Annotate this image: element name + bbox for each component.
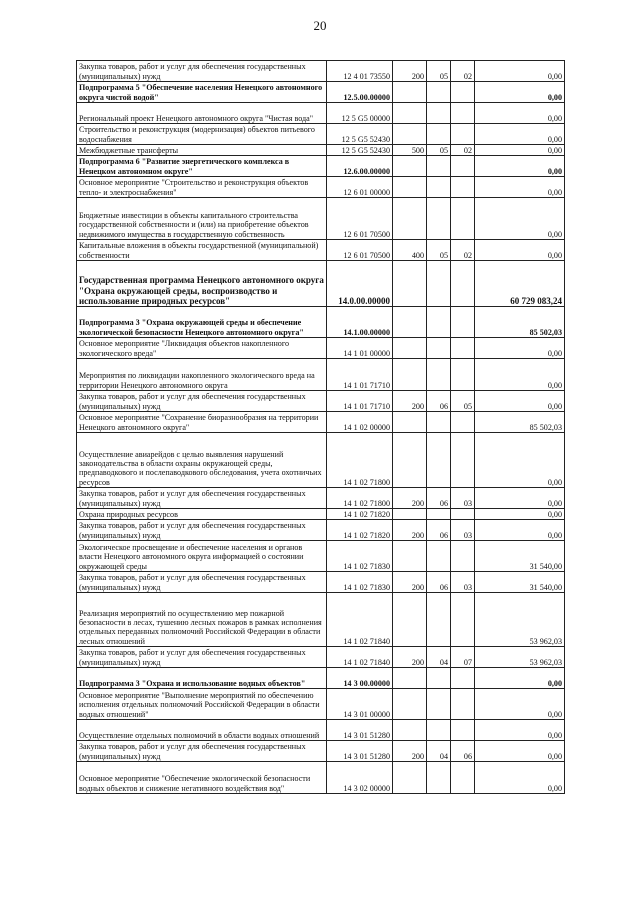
row-section bbox=[427, 433, 451, 488]
row-code: 14 1 02 71830 bbox=[327, 572, 393, 593]
row-amount: 0,00 bbox=[475, 124, 565, 145]
row-amount: 0,00 bbox=[475, 720, 565, 741]
row-amount: 0,00 bbox=[475, 668, 565, 689]
row-subsection bbox=[451, 338, 475, 359]
row-name: Строительство и реконструкция (модернизация) объектов питьевого водоснабжения bbox=[77, 124, 327, 145]
table-row bbox=[77, 762, 565, 794]
row-name: Закупка товаров, работ и услуг для обеспечения государственных (муниципальных) нужд bbox=[77, 391, 327, 412]
row-code: 14 3 01 00000 bbox=[327, 689, 393, 720]
row-code: 14 1 02 00000 bbox=[327, 412, 393, 433]
budget-table-body bbox=[77, 61, 565, 794]
row-name: Реализация мероприятий по осуществлению мер пожарной безопасности в лесах, тушению лесных пожаров в рамках исполнения отдельных переданных полномочий Российской Федерации в области лесных отношений bbox=[77, 593, 327, 647]
row-expense-type bbox=[393, 668, 427, 689]
row-name: Закупка товаров, работ и услуг для обеспечения государственных (муниципальных) нужд bbox=[77, 741, 327, 762]
table-row bbox=[77, 741, 565, 762]
row-section bbox=[427, 541, 451, 572]
table-row bbox=[77, 307, 565, 338]
row-subsection: 05 bbox=[451, 391, 475, 412]
table-row bbox=[77, 593, 565, 647]
row-subsection bbox=[451, 198, 475, 240]
row-expense-type bbox=[393, 177, 427, 198]
row-name: Региональный проект Ненецкого автономного округа "Чистая вода" bbox=[77, 103, 327, 124]
row-name: Осуществление отдельных полномочий в области водных отношений bbox=[77, 720, 327, 741]
row-code: 14 3 01 51280 bbox=[327, 741, 393, 762]
row-code: 14 1 02 71840 bbox=[327, 647, 393, 668]
row-code: 12 5 G5 52430 bbox=[327, 124, 393, 145]
row-expense-type bbox=[393, 762, 427, 794]
table-row bbox=[77, 61, 565, 82]
table-row bbox=[77, 338, 565, 359]
row-expense-type bbox=[393, 307, 427, 338]
row-expense-type bbox=[393, 593, 427, 647]
row-section: 04 bbox=[427, 741, 451, 762]
row-name: Основное мероприятие "Строительство и реконструкция объектов тепло- и электроснабжения" bbox=[77, 177, 327, 198]
table-row bbox=[77, 177, 565, 198]
row-section bbox=[427, 593, 451, 647]
row-name: Закупка товаров, работ и услуг для обеспечения государственных (муниципальных) нужд bbox=[77, 520, 327, 541]
row-section bbox=[427, 689, 451, 720]
row-code: 12 4 01 73550 bbox=[327, 61, 393, 82]
table-row bbox=[77, 720, 565, 741]
table-row bbox=[77, 261, 565, 307]
page-number: 20 bbox=[313, 18, 327, 33]
row-expense-type: 500 bbox=[393, 145, 427, 156]
row-expense-type: 400 bbox=[393, 240, 427, 261]
table-row bbox=[77, 156, 565, 177]
table-row bbox=[77, 433, 565, 488]
row-subsection bbox=[451, 762, 475, 794]
row-expense-type bbox=[393, 156, 427, 177]
row-subsection bbox=[451, 593, 475, 647]
row-expense-type bbox=[393, 124, 427, 145]
row-subsection bbox=[451, 668, 475, 689]
row-amount: 0,00 bbox=[475, 82, 565, 103]
table-row bbox=[77, 541, 565, 572]
row-expense-type: 200 bbox=[393, 61, 427, 82]
row-section: 05 bbox=[427, 61, 451, 82]
row-amount: 0,00 bbox=[475, 61, 565, 82]
table-row bbox=[77, 145, 565, 156]
row-name: Капитальные вложения в объекты государственной (муниципальной) собственности bbox=[77, 240, 327, 261]
table-row bbox=[77, 488, 565, 509]
row-amount: 85 502,03 bbox=[475, 412, 565, 433]
row-section bbox=[427, 307, 451, 338]
row-expense-type bbox=[393, 338, 427, 359]
row-code: 14 3 01 51280 bbox=[327, 720, 393, 741]
row-expense-type: 200 bbox=[393, 488, 427, 509]
row-amount: 0,00 bbox=[475, 156, 565, 177]
row-subsection: 03 bbox=[451, 488, 475, 509]
row-section bbox=[427, 124, 451, 145]
row-code: 14 1 01 00000 bbox=[327, 338, 393, 359]
row-amount: 85 502,03 bbox=[475, 307, 565, 338]
row-name: Основное мероприятие "Обеспечение экологической безопасности водных объектов и снижение негативного воздействия вод" bbox=[77, 762, 327, 794]
row-subsection: 02 bbox=[451, 240, 475, 261]
row-name: Подпрограмма 6 "Развитие энергетического комплекса в Ненецком автономном округе" bbox=[77, 156, 327, 177]
row-code: 12.5.00.00000 bbox=[327, 82, 393, 103]
row-expense-type bbox=[393, 689, 427, 720]
row-expense-type bbox=[393, 412, 427, 433]
row-amount: 0,00 bbox=[475, 509, 565, 520]
row-code: 14 1 02 71800 bbox=[327, 433, 393, 488]
row-amount: 0,00 bbox=[475, 433, 565, 488]
row-name: Основное мероприятие "Ликвидация объектов накопленного экологического вреда" bbox=[77, 338, 327, 359]
row-section bbox=[427, 198, 451, 240]
row-name: Государственная программа Ненецкого автономного округа "Охрана окружающей среды, воспроизводство и использование природных ресурсов" bbox=[77, 261, 327, 307]
row-subsection bbox=[451, 412, 475, 433]
budget-table bbox=[76, 60, 565, 794]
row-subsection: 02 bbox=[451, 61, 475, 82]
row-section bbox=[427, 177, 451, 198]
row-expense-type: 200 bbox=[393, 391, 427, 412]
row-expense-type bbox=[393, 198, 427, 240]
row-section bbox=[427, 668, 451, 689]
row-amount: 0,00 bbox=[475, 338, 565, 359]
row-name: Подпрограмма 3 "Охрана и использование водных объектов" bbox=[77, 668, 327, 689]
row-amount: 60 729 083,24 bbox=[475, 261, 565, 307]
row-subsection: 03 bbox=[451, 572, 475, 593]
row-code: 14 3 00.00000 bbox=[327, 668, 393, 689]
row-code: 14 1 02 71840 bbox=[327, 593, 393, 647]
row-code: 12.6.00.00000 bbox=[327, 156, 393, 177]
row-subsection bbox=[451, 156, 475, 177]
row-amount: 31 540,00 bbox=[475, 541, 565, 572]
row-code: 14 1 01 71710 bbox=[327, 359, 393, 391]
row-name: Экологическое просвещение и обеспечение населения и органов власти Ненецкого автономного округа информацией о состоянии окружающей среды bbox=[77, 541, 327, 572]
row-section: 06 bbox=[427, 391, 451, 412]
table-row bbox=[77, 509, 565, 520]
row-subsection bbox=[451, 103, 475, 124]
row-section bbox=[427, 82, 451, 103]
row-name: Основное мероприятие "Выполнение мероприятий по обеспечению исполнения отдельных полномочий Российской Федерации в области водных отношений" bbox=[77, 689, 327, 720]
row-code: 14 1 02 71820 bbox=[327, 520, 393, 541]
row-expense-type bbox=[393, 359, 427, 391]
table-row bbox=[77, 520, 565, 541]
row-name: Закупка товаров, работ и услуг для обеспечения государственных (муниципальных) нужд bbox=[77, 572, 327, 593]
row-expense-type bbox=[393, 509, 427, 520]
row-code: 14 1 02 71800 bbox=[327, 488, 393, 509]
row-section bbox=[427, 359, 451, 391]
row-amount: 0,00 bbox=[475, 198, 565, 240]
row-amount: 0,00 bbox=[475, 520, 565, 541]
row-amount: 53 962,03 bbox=[475, 647, 565, 668]
row-expense-type bbox=[393, 720, 427, 741]
row-subsection bbox=[451, 82, 475, 103]
table-row bbox=[77, 240, 565, 261]
row-expense-type: 200 bbox=[393, 520, 427, 541]
row-name: Межбюджетные трансферты bbox=[77, 145, 327, 156]
table-row bbox=[77, 198, 565, 240]
row-subsection: 07 bbox=[451, 647, 475, 668]
row-expense-type bbox=[393, 541, 427, 572]
row-name: Подпрограмма 5 "Обеспечение населения Ненецкого автономного округа чистой водой" bbox=[77, 82, 327, 103]
row-subsection: 02 bbox=[451, 145, 475, 156]
row-name: Мероприятия по ликвидации накопленного экологического вреда на территории Ненецкого автономного округа bbox=[77, 359, 327, 391]
row-subsection bbox=[451, 689, 475, 720]
row-section bbox=[427, 103, 451, 124]
row-section: 04 bbox=[427, 647, 451, 668]
row-section: 05 bbox=[427, 145, 451, 156]
row-expense-type bbox=[393, 261, 427, 307]
row-section bbox=[427, 720, 451, 741]
row-amount: 0,00 bbox=[475, 145, 565, 156]
row-code: 14 1 01 71710 bbox=[327, 391, 393, 412]
row-code: 14.0.00.00000 bbox=[327, 261, 393, 307]
row-subsection bbox=[451, 720, 475, 741]
row-amount: 0,00 bbox=[475, 762, 565, 794]
table-row bbox=[77, 359, 565, 391]
row-name: Закупка товаров, работ и услуг для обеспечения государственных (муниципальных) нужд bbox=[77, 488, 327, 509]
table-row bbox=[77, 391, 565, 412]
row-expense-type bbox=[393, 433, 427, 488]
table-row bbox=[77, 82, 565, 103]
row-subsection bbox=[451, 509, 475, 520]
row-name: Основное мероприятие "Сохранение биоразнообразия на территории Ненецкого автономного округа" bbox=[77, 412, 327, 433]
row-amount: 0,00 bbox=[475, 488, 565, 509]
row-code: 14.1.00.00000 bbox=[327, 307, 393, 338]
row-amount: 0,00 bbox=[475, 741, 565, 762]
row-section: 06 bbox=[427, 572, 451, 593]
row-subsection bbox=[451, 307, 475, 338]
row-name: Закупка товаров, работ и услуг для обеспечения государственных (муниципальных) нужд bbox=[77, 61, 327, 82]
row-code: 12 6 01 70500 bbox=[327, 198, 393, 240]
row-code: 12 6 01 00000 bbox=[327, 177, 393, 198]
row-code: 12 5 G5 00000 bbox=[327, 103, 393, 124]
row-name: Закупка товаров, работ и услуг для обеспечения государственных (муниципальных) нужд bbox=[77, 647, 327, 668]
row-name: Бюджетные инвестиции в объекты капитального строительства государственной собственности и (или) на приобретение объектов недвижимого имущества в государственную собственность bbox=[77, 198, 327, 240]
table-row bbox=[77, 647, 565, 668]
row-section bbox=[427, 156, 451, 177]
row-subsection bbox=[451, 124, 475, 145]
row-expense-type: 200 bbox=[393, 741, 427, 762]
row-section bbox=[427, 509, 451, 520]
row-subsection bbox=[451, 359, 475, 391]
row-amount: 0,00 bbox=[475, 177, 565, 198]
table-row bbox=[77, 689, 565, 720]
row-section bbox=[427, 412, 451, 433]
row-subsection bbox=[451, 177, 475, 198]
row-code: 14 3 02 00000 bbox=[327, 762, 393, 794]
row-subsection: 03 bbox=[451, 520, 475, 541]
row-expense-type: 200 bbox=[393, 572, 427, 593]
row-subsection bbox=[451, 433, 475, 488]
row-amount: 0,00 bbox=[475, 103, 565, 124]
table-row bbox=[77, 103, 565, 124]
table-row bbox=[77, 572, 565, 593]
row-code: 14 1 02 71830 bbox=[327, 541, 393, 572]
row-amount: 31 540,00 bbox=[475, 572, 565, 593]
table-row bbox=[77, 412, 565, 433]
row-name: Осуществление авиарейдов с целью выявления нарушений законодательства в области охраны окружающей среды, предпаводкового и послепаводкового обследования, учета охотничьих ресурсов bbox=[77, 433, 327, 488]
row-amount: 0,00 bbox=[475, 359, 565, 391]
row-amount: 53 962,03 bbox=[475, 593, 565, 647]
row-expense-type: 200 bbox=[393, 647, 427, 668]
row-amount: 0,00 bbox=[475, 240, 565, 261]
row-name: Подпрограмма 3 "Охрана окружающей среды и обеспечение экологической безопасности Ненецкого автономного округа" bbox=[77, 307, 327, 338]
table-row bbox=[77, 668, 565, 689]
row-section bbox=[427, 762, 451, 794]
row-name: Охрана природных ресурсов bbox=[77, 509, 327, 520]
table-row bbox=[77, 124, 565, 145]
row-code: 12 5 G5 52430 bbox=[327, 145, 393, 156]
row-section bbox=[427, 338, 451, 359]
row-amount: 0,00 bbox=[475, 689, 565, 720]
row-section: 06 bbox=[427, 488, 451, 509]
row-expense-type bbox=[393, 103, 427, 124]
row-code: 12 6 01 70500 bbox=[327, 240, 393, 261]
row-code: 14 1 02 71820 bbox=[327, 509, 393, 520]
row-subsection bbox=[451, 261, 475, 307]
row-subsection: 06 bbox=[451, 741, 475, 762]
row-section: 05 bbox=[427, 240, 451, 261]
row-section: 06 bbox=[427, 520, 451, 541]
row-section bbox=[427, 261, 451, 307]
row-subsection bbox=[451, 541, 475, 572]
row-expense-type bbox=[393, 82, 427, 103]
row-amount: 0,00 bbox=[475, 391, 565, 412]
